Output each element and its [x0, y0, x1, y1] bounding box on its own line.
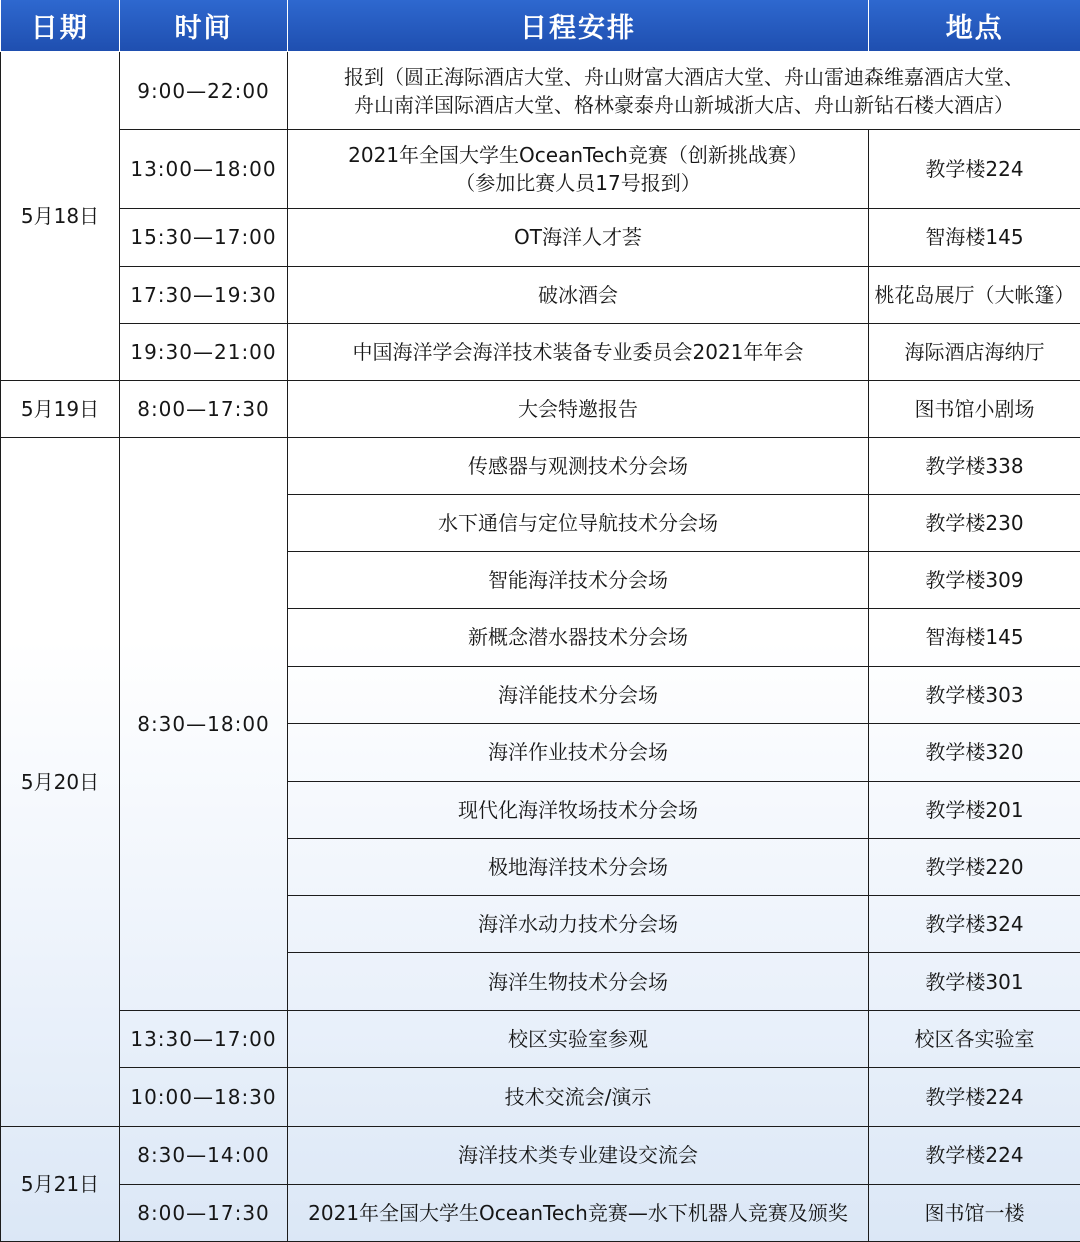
place-cell: 教学楼224 — [869, 1068, 1080, 1126]
schedule-cell: 技术交流会/演示 — [288, 1068, 869, 1126]
place-cell: 教学楼224 — [869, 1126, 1080, 1184]
place-cell: 校区各实验室 — [869, 1011, 1080, 1068]
place-cell: 教学楼224 — [869, 130, 1080, 209]
table-row — [1, 1184, 1080, 1241]
table-row — [1, 52, 1080, 130]
place-cell: 教学楼324 — [869, 896, 1080, 953]
table-row — [1, 130, 1080, 209]
place-cell: 教学楼220 — [869, 838, 1080, 895]
time-cell: 17:30—19:30 — [120, 266, 288, 323]
time-cell: 13:30—17:00 — [120, 1011, 288, 1068]
schedule-cell: 中国海洋学会海洋技术装备专业委员会2021年年会 — [288, 323, 869, 380]
schedule-cell: 校区实验室参观 — [288, 1011, 869, 1068]
header-schedule: 日程安排 — [288, 0, 869, 52]
place-cell: 教学楼201 — [869, 781, 1080, 838]
table-row — [1, 266, 1080, 323]
table-row — [1, 1011, 1080, 1068]
place-cell: 图书馆小剧场 — [869, 380, 1080, 437]
place-cell: 教学楼301 — [869, 953, 1080, 1011]
schedule-cell: 海洋作业技术分会场 — [288, 723, 869, 781]
header-place: 地点 — [869, 0, 1080, 52]
schedule-cell: 新概念潜水器技术分会场 — [288, 609, 869, 666]
date-cell: 5月18日 — [1, 52, 120, 381]
place-cell: 海际酒店海纳厅 — [869, 323, 1080, 380]
time-cell: 13:00—18:00 — [120, 130, 288, 209]
place-cell: 桃花岛展厅（大帐篷） — [869, 266, 1080, 323]
place-cell: 教学楼309 — [869, 552, 1080, 609]
schedule-line: 报到（圆正海际酒店大堂、舟山财富大酒店大堂、舟山雷迪森维嘉酒店大堂、 — [344, 64, 1024, 89]
place-cell: 智海楼145 — [869, 609, 1080, 666]
table-row — [1, 323, 1080, 380]
schedule-cell — [288, 52, 1080, 130]
table-row — [1, 209, 1080, 266]
place-cell: 智海楼145 — [869, 209, 1080, 266]
header-time: 时间 — [120, 0, 288, 52]
table-row — [1, 437, 1080, 494]
schedule-cell — [288, 130, 869, 209]
schedule-cell: 海洋能技术分会场 — [288, 666, 869, 723]
header-row — [1, 0, 1080, 52]
schedule-line: 舟山南洋国际酒店大堂、格林豪泰舟山新城浙大店、舟山新钻石楼大酒店） — [354, 92, 1014, 117]
schedule-cell: 大会特邀报告 — [288, 380, 869, 437]
time-cell: 8:00—17:30 — [120, 1184, 288, 1241]
table-row — [1, 380, 1080, 437]
place-cell: 教学楼230 — [869, 495, 1080, 552]
time-cell: 15:30—17:00 — [120, 209, 288, 266]
schedule-cell: 破冰酒会 — [288, 266, 869, 323]
schedule-cell: 智能海洋技术分会场 — [288, 552, 869, 609]
date-cell: 5月19日 — [1, 380, 120, 437]
schedule-cell: OT海洋人才荟 — [288, 209, 869, 266]
date-cell: 5月21日 — [1, 1126, 120, 1241]
schedule-cell: 极地海洋技术分会场 — [288, 838, 869, 895]
time-cell: 19:30—21:00 — [120, 323, 288, 380]
table-row — [1, 1126, 1080, 1184]
schedule-cell: 水下通信与定位导航技术分会场 — [288, 495, 869, 552]
schedule-cell: 2021年全国大学生OceanTech竞赛—水下机器人竞赛及颁奖 — [288, 1184, 869, 1241]
schedule-line: 2021年全国大学生OceanTech竞赛（创新挑战赛） — [348, 143, 808, 168]
place-cell: 教学楼338 — [869, 437, 1080, 494]
time-cell: 8:00—17:30 — [120, 380, 288, 437]
place-cell: 图书馆一楼 — [869, 1184, 1080, 1241]
schedule-cell: 现代化海洋牧场技术分会场 — [288, 781, 869, 838]
time-cell: 8:30—14:00 — [120, 1126, 288, 1184]
time-cell: 9:00—22:00 — [120, 52, 288, 130]
schedule-cell: 传感器与观测技术分会场 — [288, 437, 869, 494]
place-cell: 教学楼303 — [869, 666, 1080, 723]
time-cell: 10:00—18:30 — [120, 1068, 288, 1126]
header-date: 日期 — [1, 0, 120, 52]
schedule-cell: 海洋生物技术分会场 — [288, 953, 869, 1011]
table-row — [1, 1068, 1080, 1126]
schedule-line: （参加比赛人员17号报到） — [455, 171, 701, 196]
time-cell: 8:30—18:00 — [120, 437, 288, 1010]
place-cell: 教学楼320 — [869, 723, 1080, 781]
schedule-cell: 海洋技术类专业建设交流会 — [288, 1126, 869, 1184]
schedule-cell: 海洋水动力技术分会场 — [288, 896, 869, 953]
date-cell: 5月20日 — [1, 437, 120, 1126]
